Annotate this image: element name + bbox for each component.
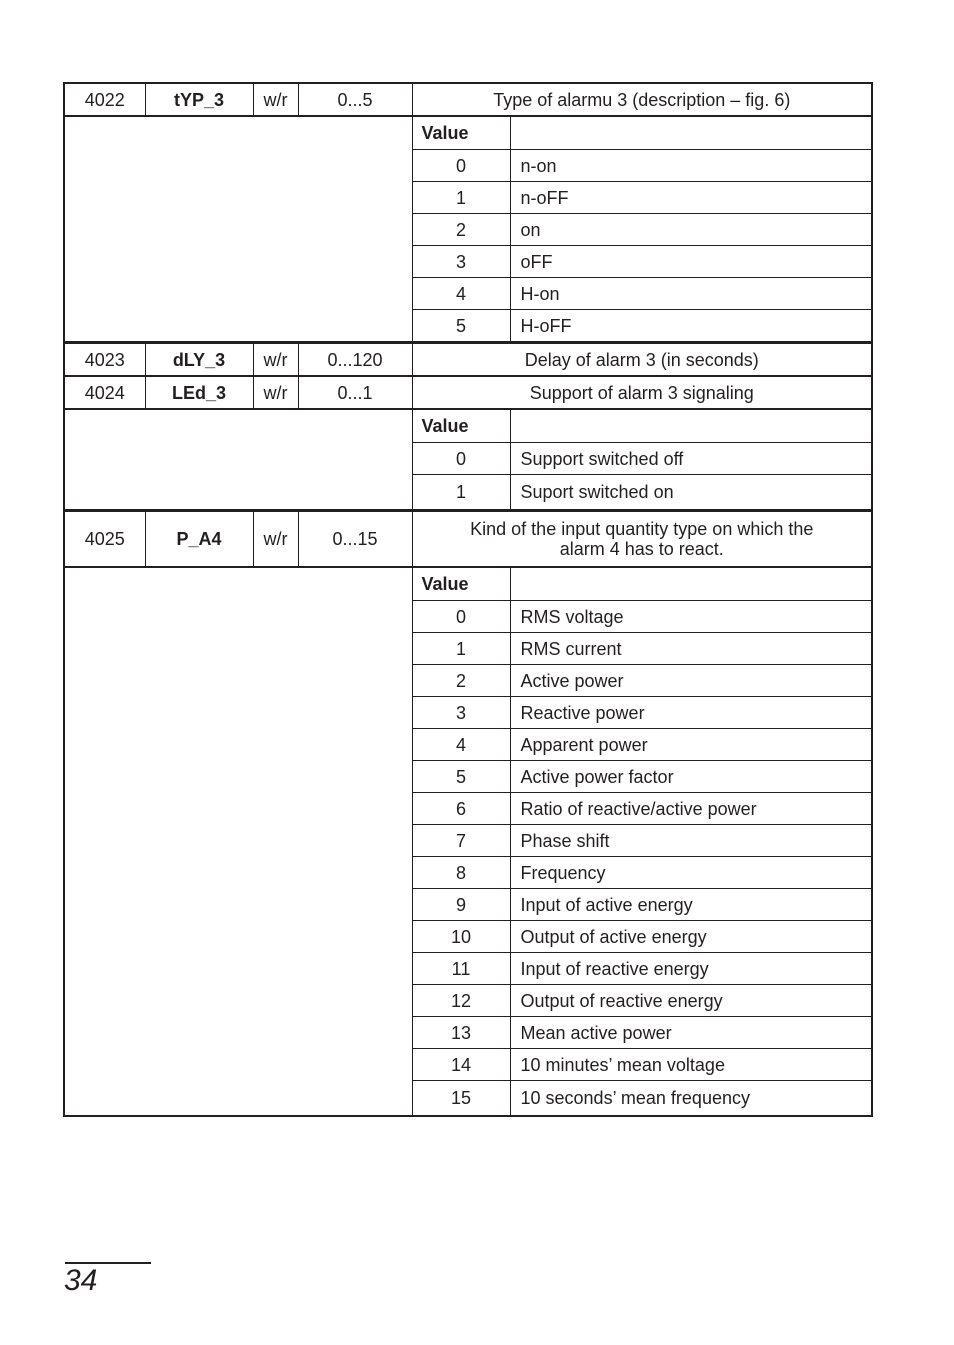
param-address: 4022: [64, 83, 145, 116]
param-address: 4025: [64, 511, 145, 568]
value-meaning: 10 seconds’ mean frequency: [510, 1081, 872, 1117]
value-meaning: n-oFF: [510, 182, 872, 214]
value-meaning: Output of active energy: [510, 921, 872, 953]
param-description: Delay of alarm 3 (in seconds): [412, 343, 872, 377]
param-name: tYP_3: [145, 83, 253, 116]
value-meaning: Input of reactive energy: [510, 953, 872, 985]
value-code: 1: [412, 475, 510, 511]
value-meaning: Input of active energy: [510, 889, 872, 921]
param-name: LEd_3: [145, 376, 253, 409]
value-code: 3: [412, 697, 510, 729]
param-name: P_A4: [145, 511, 253, 568]
value-code: 11: [412, 953, 510, 985]
param-description-line: alarm 4 has to react.: [559, 539, 724, 559]
value-code: 14: [412, 1049, 510, 1081]
value-header: Value: [412, 116, 510, 150]
value-meaning: Active power: [510, 665, 872, 697]
param-range: 0...1: [298, 376, 412, 409]
value-meaning: 10 minutes’ mean voltage: [510, 1049, 872, 1081]
register-table: [63, 82, 873, 1117]
value-meaning: oFF: [510, 246, 872, 278]
value-code: 5: [412, 761, 510, 793]
param-description: [412, 511, 872, 568]
value-meaning: H-on: [510, 278, 872, 310]
value-code: 1: [412, 633, 510, 665]
value-code: 2: [412, 214, 510, 246]
value-meaning: Suport switched on: [510, 475, 872, 511]
value-header: Value: [412, 409, 510, 443]
value-meaning: RMS current: [510, 633, 872, 665]
param-access: w/r: [253, 83, 298, 116]
blank-cell: [64, 567, 412, 1116]
param-access: w/r: [253, 376, 298, 409]
page-number: 34: [64, 1264, 98, 1297]
value-code: 3: [412, 246, 510, 278]
value-code: 13: [412, 1017, 510, 1049]
param-address: 4024: [64, 376, 145, 409]
value-header: Value: [412, 567, 510, 601]
value-code: 9: [412, 889, 510, 921]
value-code: 2: [412, 665, 510, 697]
value-code: 4: [412, 278, 510, 310]
value-code: 0: [412, 443, 510, 475]
param-name: dLY_3: [145, 343, 253, 377]
value-code: 7: [412, 825, 510, 857]
value-meaning: RMS voltage: [510, 601, 872, 633]
value-meaning: H-oFF: [510, 310, 872, 343]
meaning-header: [510, 116, 872, 150]
param-row-4024: [64, 376, 872, 409]
param-row-4022: [64, 83, 872, 116]
value-meaning: Frequency: [510, 857, 872, 889]
value-code: 10: [412, 921, 510, 953]
param-range: 0...5: [298, 83, 412, 116]
value-meaning: Output of reactive energy: [510, 985, 872, 1017]
param-description-line: Kind of the input quantity type on which the: [470, 519, 814, 539]
param-range: 0...120: [298, 343, 412, 377]
param-access: w/r: [253, 511, 298, 568]
value-code: 5: [412, 310, 510, 343]
value-code: 8: [412, 857, 510, 889]
value-header-row: [64, 409, 872, 443]
value-meaning: Ratio of reactive/active power: [510, 793, 872, 825]
param-description: Type of alarmu 3 (description – fig. 6): [412, 83, 872, 116]
meaning-header: [510, 567, 872, 601]
param-access: w/r: [253, 343, 298, 377]
value-meaning: Support switched off: [510, 443, 872, 475]
meaning-header: [510, 409, 872, 443]
blank-cell: [64, 409, 412, 511]
param-address: 4023: [64, 343, 145, 377]
value-meaning: Apparent power: [510, 729, 872, 761]
value-meaning: Phase shift: [510, 825, 872, 857]
param-range: 0...15: [298, 511, 412, 568]
value-code: 0: [412, 150, 510, 182]
value-header-row: [64, 116, 872, 150]
value-code: 15: [412, 1081, 510, 1117]
param-row-4025: [64, 511, 872, 568]
value-meaning: n-on: [510, 150, 872, 182]
value-meaning: on: [510, 214, 872, 246]
param-row-4023: [64, 343, 872, 377]
value-code: 6: [412, 793, 510, 825]
param-description: Support of alarm 3 signaling: [412, 376, 872, 409]
value-meaning: Mean active power: [510, 1017, 872, 1049]
value-code: 1: [412, 182, 510, 214]
blank-cell: [64, 116, 412, 343]
value-code: 12: [412, 985, 510, 1017]
value-meaning: Reactive power: [510, 697, 872, 729]
value-code: 4: [412, 729, 510, 761]
value-header-row: [64, 567, 872, 601]
value-meaning: Active power factor: [510, 761, 872, 793]
value-code: 0: [412, 601, 510, 633]
